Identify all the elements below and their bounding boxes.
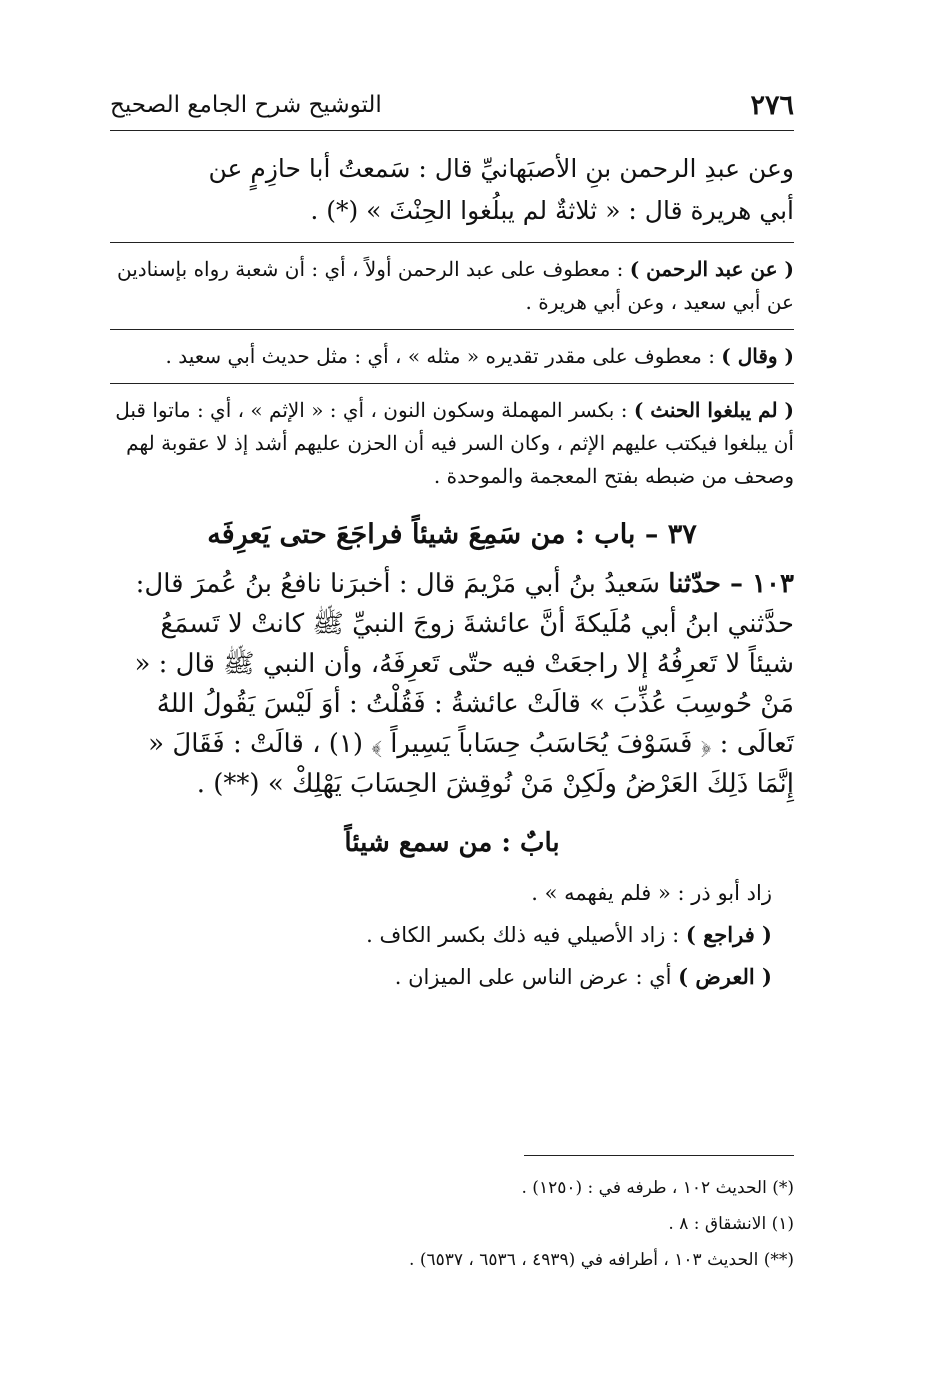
commentary-paragraph xyxy=(110,340,794,373)
hadith-lead: ١٠٣ – حدّثنا xyxy=(668,569,794,599)
section-divider xyxy=(110,383,794,384)
note-line xyxy=(110,914,794,956)
note-text: زاد أبو ذر : « فلم يفهمه » . xyxy=(531,881,772,905)
commentary-paragraph xyxy=(110,253,794,319)
sub-heading: بابٌ : من سمع شيئاً xyxy=(344,828,560,858)
footnote: (*) الحديث ١٠٢ ، طرفه في : (١٢٥٠) . xyxy=(521,1178,794,1198)
commentary-text: : معطوف على مقدر تقديره « مثله » ، أي : مثل حديث أبي سعيد . xyxy=(165,344,722,368)
note-text: : زاد الأصيلي فيه ذلك بكسر الكاف . xyxy=(366,923,686,947)
note-line xyxy=(110,956,794,998)
section-divider xyxy=(110,329,794,330)
hadith-intro-line-1: وعن عبدِ الرحمن بنِ الأصبَهانيِّ قال : سَمعتُ أبا حازِمٍ عن xyxy=(208,154,794,183)
page-header xyxy=(110,84,794,131)
section-divider xyxy=(110,242,794,243)
page-body xyxy=(110,148,794,998)
footnote: (**) الحديث ١٠٣ ، أطرافه في (٤٩٣٩ ، ٦٥٣٦ ، ٦٥٣٧) . xyxy=(409,1250,794,1270)
running-title: التوشيح شرح الجامع الصحيح xyxy=(110,92,382,118)
note-term: ( العرض ) xyxy=(678,964,772,989)
footnote: (١) الانشقاق : ٨ . xyxy=(668,1214,794,1234)
commentary-text: : بكسر المهملة وسكون النون ، أي : « الإثم » ، أي : ماتوا قبل أن يبلغوا فيكتب عليهم الإثم ، وكان السر فيه أن الحزن عليهم أشد إذ لا عقوبة لهم وصحف من ضبطه بفتح المعجمة والموحدة . xyxy=(115,398,794,488)
commentary-paragraph xyxy=(110,394,794,493)
commentary-text: : معطوف على عبد الرحمن أولاً ، أي : أن شعبة رواه بإسنادين عن أبي سعيد ، وعن أبي هريرة . xyxy=(116,257,794,314)
hadith-intro-line-2: أبي هريرة قال : « ثلاثةٌ لم يبلُغوا الحِنْثَ » (*) . xyxy=(310,196,794,225)
hadith-body: سَعيدُ بنُ أبي مَرْيمَ قال : أخبرَنا نافعُ بنُ عُمرَ قال: حدَّثني ابنُ أبي مُلَيكةَ أنَّ عائشةَ زوجَ النبيِّ ﷺ كانتْ لا تَسمَعُ شيئاً لا تَعرِفُهُ إلا راجعَتْ فيه حتّى تَعرِفَهُ، وأن النبي ﷺ قال : « مَنْ حُوسِبَ عُذِّبَ » قالَتْ عائشةُ : فَقُلْتُ : أوَ لَيْسَ يَقُولُ اللهُ تَعالَى : ﴿ فَسَوْفَ يُحَاسَبُ حِسَاباً يَسِيراً ﴾ (١) ، قالَتْ : فَقَالَ « إِنَّمَا ذَلِكَ العَرْضُ ولَكِنْ مَنْ نُوقِشَ الحِسَابَ يَهْلِكْ » (**) . xyxy=(134,569,794,799)
commentary-term: ( عن عبد الرحمن ) xyxy=(629,257,794,281)
commentary-term: ( وقال ) xyxy=(721,344,794,368)
note-line xyxy=(110,872,794,914)
commentary-term: ( لم يبلغوا الحنث ) xyxy=(633,398,794,422)
footnotes xyxy=(110,1170,794,1278)
footnote-divider xyxy=(524,1155,794,1156)
note-text: أي : عرض الناس على الميزان . xyxy=(394,965,679,989)
hadith-text xyxy=(110,564,794,804)
chapter-heading: ٣٧ – باب : من سَمِعَ شيئاً فراجَعَ حتى يَعرِفَه xyxy=(207,519,697,550)
page-number: ٢٧٦ xyxy=(750,90,794,121)
note-term: ( فراجع ) xyxy=(685,922,772,947)
